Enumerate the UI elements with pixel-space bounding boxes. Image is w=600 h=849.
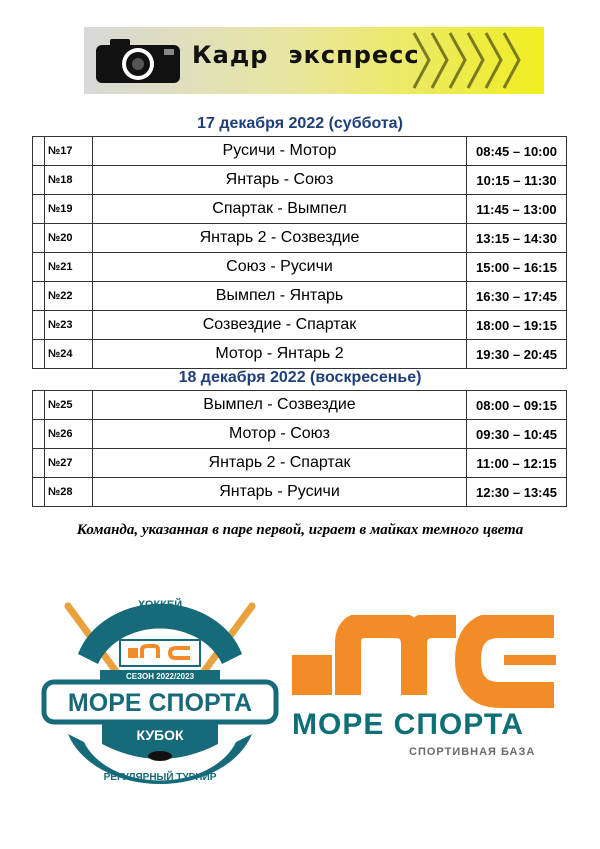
game-time: 13:15 – 14:30 xyxy=(467,224,567,253)
game-number: №19 xyxy=(45,195,93,224)
cup-top-text: ХОККЕЙ xyxy=(137,599,183,611)
table-row xyxy=(33,420,567,449)
table-row xyxy=(33,282,567,311)
schedule-table-day-2 xyxy=(32,390,567,507)
game-match: Мотор - Янтарь 2 xyxy=(93,340,467,369)
camera-icon xyxy=(96,39,180,83)
game-match: Янтарь - Союз xyxy=(93,166,467,195)
game-number: №25 xyxy=(45,391,93,420)
game-match: Янтарь 2 - Созвездие xyxy=(93,224,467,253)
game-time: 09:30 – 10:45 xyxy=(467,420,567,449)
table-row xyxy=(33,137,567,166)
game-match: Вымпел - Созвездие xyxy=(93,391,467,420)
more-sporta-base-logo xyxy=(290,615,560,765)
table-row xyxy=(33,478,567,507)
game-match: Вымпел - Янтарь xyxy=(93,282,467,311)
jersey-note: Команда, указанная в паре первой, играет в майках темного цвета xyxy=(76,522,524,538)
game-match: Спартак - Вымпел xyxy=(93,195,467,224)
schedule-table-day-1 xyxy=(32,136,567,369)
game-time: 12:30 – 13:45 xyxy=(467,478,567,507)
game-match: Союз - Русичи xyxy=(93,253,467,282)
game-number: №21 xyxy=(45,253,93,282)
game-number: №28 xyxy=(45,478,93,507)
game-time: 10:15 – 11:30 xyxy=(467,166,567,195)
base-logo-subtitle: СПОРТИВНАЯ БАЗА xyxy=(409,746,536,758)
day-title-2: 18 декабря 2022 (воскресенье) xyxy=(178,369,422,386)
game-time: 19:30 – 20:45 xyxy=(467,340,567,369)
table-row xyxy=(33,166,567,195)
game-match: Созвездие - Спартак xyxy=(93,311,467,340)
game-time: 11:00 – 12:15 xyxy=(467,449,567,478)
table-row xyxy=(33,224,567,253)
game-time: 16:30 – 17:45 xyxy=(467,282,567,311)
cup-name-text: МОРЕ СПОРТА xyxy=(67,689,253,717)
cup-bottom-text: РЕГУЛЯРНЫЙ ТУРНИР xyxy=(103,772,217,783)
kadr-express-banner xyxy=(84,27,544,94)
game-number: №26 xyxy=(45,420,93,449)
table-row xyxy=(33,195,567,224)
banner-word-2: экспресс xyxy=(288,41,420,69)
game-time: 18:00 – 19:15 xyxy=(467,311,567,340)
cup-season-text: СЕЗОН 2022/2023 xyxy=(125,672,195,681)
ms-logo-icon xyxy=(292,625,556,695)
table-row xyxy=(33,449,567,478)
banner-word-1: Кадр xyxy=(192,41,269,69)
game-match: Мотор - Союз xyxy=(93,420,467,449)
game-number: №27 xyxy=(45,449,93,478)
game-match: Янтарь 2 - Спартак xyxy=(93,449,467,478)
game-number: №22 xyxy=(45,282,93,311)
more-sporta-cup-logo xyxy=(40,584,280,794)
day-title-1: 17 декабря 2022 (суббота) xyxy=(197,115,403,132)
puck-icon xyxy=(148,751,172,761)
game-time: 15:00 – 16:15 xyxy=(467,253,567,282)
game-number: №18 xyxy=(45,166,93,195)
base-logo-name: МОРЕ СПОРТА xyxy=(292,708,524,741)
banner-title xyxy=(192,41,420,69)
game-time: 08:45 – 10:00 xyxy=(467,137,567,166)
game-number: №23 xyxy=(45,311,93,340)
game-match: Русичи - Мотор xyxy=(93,137,467,166)
table-row xyxy=(33,391,567,420)
game-number: №17 xyxy=(45,137,93,166)
table-row xyxy=(33,253,567,282)
game-match: Янтарь - Русичи xyxy=(93,478,467,507)
game-time: 08:00 – 09:15 xyxy=(467,391,567,420)
table-row xyxy=(33,340,567,369)
cup-cup-text: КУБОК xyxy=(136,727,184,743)
game-number: №24 xyxy=(45,340,93,369)
table-row xyxy=(33,311,567,340)
game-time: 11:45 – 13:00 xyxy=(467,195,567,224)
game-number: №20 xyxy=(45,224,93,253)
